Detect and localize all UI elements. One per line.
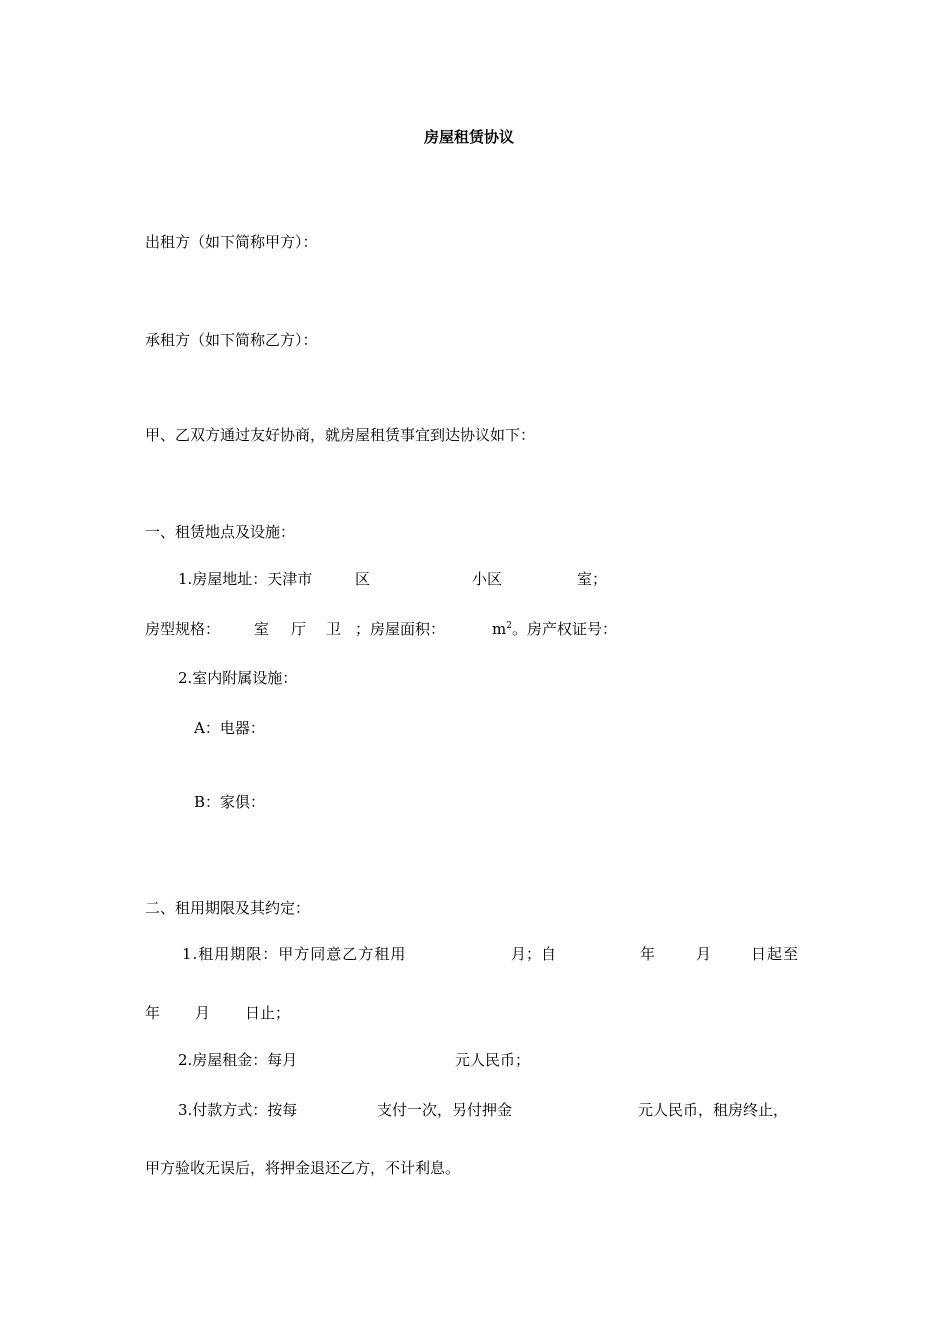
payment-line-2: 甲方验收无误后，将押金退还乙方，不计利息。 [145,1159,461,1177]
lessee-line: 承租方（如下简称乙方）： [145,331,318,349]
facilities-heading: 2.室内附属设施： [178,669,298,687]
section-1-heading: 一、租赁地点及设施： [145,523,296,541]
furniture-line: B：家俱： [194,793,266,811]
lessor-line: 出租方（如下简称甲方）： [145,233,318,251]
intro-paragraph: 甲、乙双方通过友好协商，就房屋租赁事宜到达协议如下： [145,426,536,444]
section-2-heading: 二、租用期限及其约定： [145,899,311,917]
appliances-line: A：电器： [194,719,265,737]
document-title: 房屋租赁协议 [424,128,515,146]
document-page: 房屋租赁协议 出租方（如下简称甲方）： 承租方（如下简称乙方）： 甲、乙双方通过友好协商，就房屋租赁事宜到达协议如下： 一、租赁地点及设施： 1.房屋地址：天津市 区 小区 室； 房型规格： 室 厅 卫 ；房屋面积： $m^2$。房产权证号： 2.室内附属设施： A：电器： B：家俱： 二、租用期限及其约定： 1.租用期限：甲方同意乙方租用 月；自 年 月 日起至 年 月 日止； 2.房屋租金：每月 元人民币； 3.付款方式：按每 支付一次，另付押金 元人民币，租房终止， 甲方验收无误后，将押金退还乙方，不计利息。 [145,128,800,1177]
